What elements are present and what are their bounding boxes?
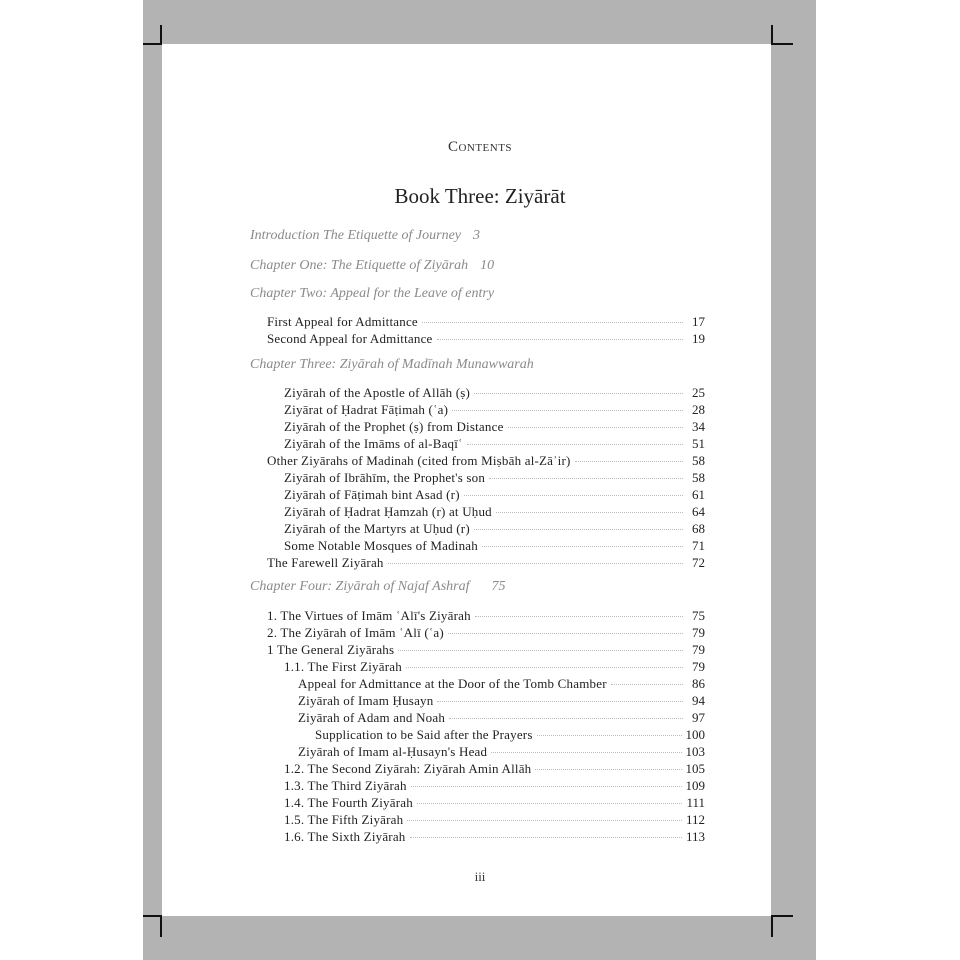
entry-title: Supplication to be Said after the Prayers bbox=[315, 727, 533, 742]
leader-dots bbox=[411, 786, 682, 787]
entry-page: 86 bbox=[692, 676, 705, 691]
leader-dots bbox=[452, 410, 683, 411]
crop-mark-tl-v bbox=[160, 25, 162, 45]
leader-dots bbox=[611, 684, 683, 685]
leader-dots bbox=[467, 444, 683, 445]
entry-title: Ziyārah of Ibrāhīm, the Prophet's son bbox=[284, 470, 486, 485]
entry-title: 1.2. The Second Ziyārah: Ziyārah Amin Allāh bbox=[284, 761, 532, 776]
toc-entry bbox=[284, 658, 705, 675]
entry-page: 68 bbox=[692, 521, 705, 536]
toc-entry bbox=[298, 709, 705, 726]
entry-title: Other Ziyārahs of Madinah (cited from Miṣbāh al-Zāʾir) bbox=[267, 453, 571, 468]
toc-entry bbox=[284, 794, 705, 811]
leader-dots bbox=[474, 529, 683, 530]
leader-dots bbox=[508, 427, 683, 428]
entry-page: 111 bbox=[686, 795, 705, 810]
chapter-page: 10 bbox=[480, 258, 495, 273]
leader-dots bbox=[491, 752, 681, 753]
entry-title: Ziyārah of Adam and Noah bbox=[298, 710, 446, 725]
chapter-title: Chapter Three: Ziyārah of Madīnah Munawwarah bbox=[250, 357, 534, 372]
entry-page: 25 bbox=[692, 385, 705, 400]
crop-mark-tr-v bbox=[771, 25, 773, 45]
entry-title: Ziyārah of the Apostle of Allāh (ṣ) bbox=[284, 385, 471, 400]
toc-entry bbox=[284, 777, 705, 794]
leader-dots bbox=[496, 512, 683, 513]
leader-dots bbox=[417, 803, 683, 804]
leader-dots bbox=[410, 837, 682, 838]
leader-dots bbox=[537, 735, 682, 736]
page-number: iii bbox=[474, 869, 486, 884]
entry-title: The Farewell Ziyārah bbox=[267, 555, 384, 570]
leader-dots bbox=[575, 461, 683, 462]
leader-dots bbox=[489, 478, 683, 479]
entry-title: 1.3. The Third Ziyārah bbox=[284, 778, 407, 793]
entry-page: 94 bbox=[692, 693, 705, 708]
toc-entry bbox=[267, 452, 705, 469]
entry-page: 61 bbox=[692, 487, 705, 502]
entry-page: 100 bbox=[685, 727, 705, 742]
entry-title: Ziyārah of Imam Ḥusayn bbox=[298, 693, 434, 708]
toc-entry bbox=[298, 675, 705, 692]
entry-title: 1.6. The Sixth Ziyārah bbox=[284, 829, 406, 844]
entry-page: 34 bbox=[692, 419, 705, 434]
entry-page: 109 bbox=[685, 778, 705, 793]
running-header: Contents bbox=[447, 139, 513, 155]
entry-page: 79 bbox=[692, 659, 705, 674]
entry-title: Second Appeal for Admittance bbox=[267, 331, 433, 346]
entry-title: Ziyārah of the Imāms of al-Baqīʿ bbox=[284, 436, 463, 451]
entry-title: 1. The Virtues of Imām ʿAlī's Ziyārah bbox=[267, 608, 471, 623]
chapter-page: 75 bbox=[491, 579, 506, 594]
leader-dots bbox=[464, 495, 683, 496]
entry-page: 97 bbox=[692, 710, 705, 725]
toc-entry bbox=[298, 743, 705, 760]
toc-entry bbox=[284, 503, 705, 520]
leader-dots bbox=[388, 563, 683, 564]
chapter-page: 3 bbox=[473, 228, 480, 243]
crop-mark-tr-h bbox=[771, 43, 793, 45]
entry-title: Ziyārah of Ḥadrat Ḥamzah (r) at Uḥud bbox=[284, 504, 492, 519]
entry-page: 103 bbox=[685, 744, 705, 759]
chapter-title: Introduction The Etiquette of Journey bbox=[250, 228, 461, 243]
entry-page: 79 bbox=[692, 625, 705, 640]
leader-dots bbox=[449, 718, 683, 719]
leader-dots bbox=[475, 616, 683, 617]
entry-title: Appeal for Admittance at the Door of the Tomb Chamber bbox=[298, 676, 607, 691]
chapter-title: Chapter Four: Ziyārah of Najaf Ashraf bbox=[250, 579, 470, 594]
toc-entry bbox=[284, 760, 705, 777]
leader-dots bbox=[535, 769, 681, 770]
entry-title: Some Notable Mosques of Madinah bbox=[284, 538, 478, 553]
entry-page: 28 bbox=[692, 402, 705, 417]
leader-dots bbox=[406, 667, 683, 668]
toc-entry bbox=[284, 828, 705, 845]
chapter-heading bbox=[250, 286, 494, 302]
crop-mark-bl-h bbox=[143, 915, 161, 917]
entry-title: 1.4. The Fourth Ziyārah bbox=[284, 795, 413, 810]
toc-entry bbox=[284, 435, 705, 452]
entry-title: 1 The General Ziyārahs bbox=[267, 642, 395, 657]
entry-title: 2. The Ziyārah of Imām ʿAlī (ʿa) bbox=[267, 625, 444, 640]
toc-entry bbox=[315, 726, 705, 743]
entry-page: 72 bbox=[692, 555, 705, 570]
entry-page: 79 bbox=[692, 642, 705, 657]
entry-page: 17 bbox=[692, 314, 705, 329]
entry-title: 1.1. The First Ziyārah bbox=[284, 659, 402, 674]
leader-dots bbox=[437, 701, 683, 702]
crop-mark-tl-h bbox=[143, 43, 161, 45]
entry-title: Ziyārah of the Martyrs at Uḥud (r) bbox=[284, 521, 470, 536]
toc-entry bbox=[267, 554, 705, 571]
entry-page: 51 bbox=[692, 436, 705, 451]
leader-dots bbox=[437, 339, 683, 340]
entry-title: First Appeal for Admittance bbox=[267, 314, 418, 329]
toc-entry bbox=[284, 520, 705, 537]
leader-dots bbox=[482, 546, 683, 547]
entry-page: 64 bbox=[692, 504, 705, 519]
entry-title: 1.5. The Fifth Ziyārah bbox=[284, 812, 404, 827]
chapter-heading bbox=[250, 228, 480, 244]
entry-page: 112 bbox=[685, 812, 705, 827]
entry-title: Ziyārah of Imam al-Ḥusayn's Head bbox=[298, 744, 488, 759]
chapter-heading bbox=[250, 258, 494, 274]
toc-entry bbox=[284, 537, 705, 554]
crop-mark-br-v bbox=[771, 915, 773, 937]
toc-entry bbox=[284, 469, 705, 486]
chapter-title: Chapter Two: Appeal for the Leave of entry bbox=[250, 286, 495, 301]
leader-dots bbox=[407, 820, 682, 821]
crop-mark-bl-v bbox=[160, 915, 162, 937]
entry-page: 19 bbox=[692, 331, 705, 346]
entry-title: Ziyārah of Fāṭimah bint Asad (r) bbox=[284, 487, 460, 502]
entry-page: 105 bbox=[685, 761, 705, 776]
toc-entry bbox=[267, 313, 705, 330]
entry-page: 113 bbox=[685, 829, 705, 844]
entry-page: 58 bbox=[692, 470, 705, 485]
toc-entry bbox=[267, 624, 705, 641]
entry-page: 75 bbox=[692, 608, 705, 623]
entry-page: 58 bbox=[692, 453, 705, 468]
toc-entry bbox=[284, 384, 705, 401]
leader-dots bbox=[474, 393, 683, 394]
leader-dots bbox=[422, 322, 683, 323]
entry-title: Ziyārah of the Prophet (ṣ) from Distance bbox=[284, 419, 504, 434]
toc-entry bbox=[284, 401, 705, 418]
chapter-heading bbox=[250, 357, 534, 373]
chapter-heading bbox=[250, 579, 505, 595]
chapter-title: Chapter One: The Etiquette of Ziyārah bbox=[250, 258, 469, 273]
toc-entry bbox=[284, 811, 705, 828]
entry-page: 71 bbox=[692, 538, 705, 553]
leader-dots bbox=[398, 650, 683, 651]
toc-entry bbox=[267, 330, 705, 347]
toc-entry bbox=[298, 692, 705, 709]
leader-dots bbox=[448, 633, 683, 634]
toc-entry bbox=[284, 418, 705, 435]
toc-entry bbox=[267, 641, 705, 658]
book-title: Book Three: Ziyārāt bbox=[394, 184, 566, 208]
entry-title: Ziyārat of Ḥadrat Fāṭimah (ʿa) bbox=[284, 402, 449, 417]
toc-entry bbox=[267, 607, 705, 624]
toc-entry bbox=[284, 486, 705, 503]
crop-mark-br-h bbox=[771, 915, 793, 917]
